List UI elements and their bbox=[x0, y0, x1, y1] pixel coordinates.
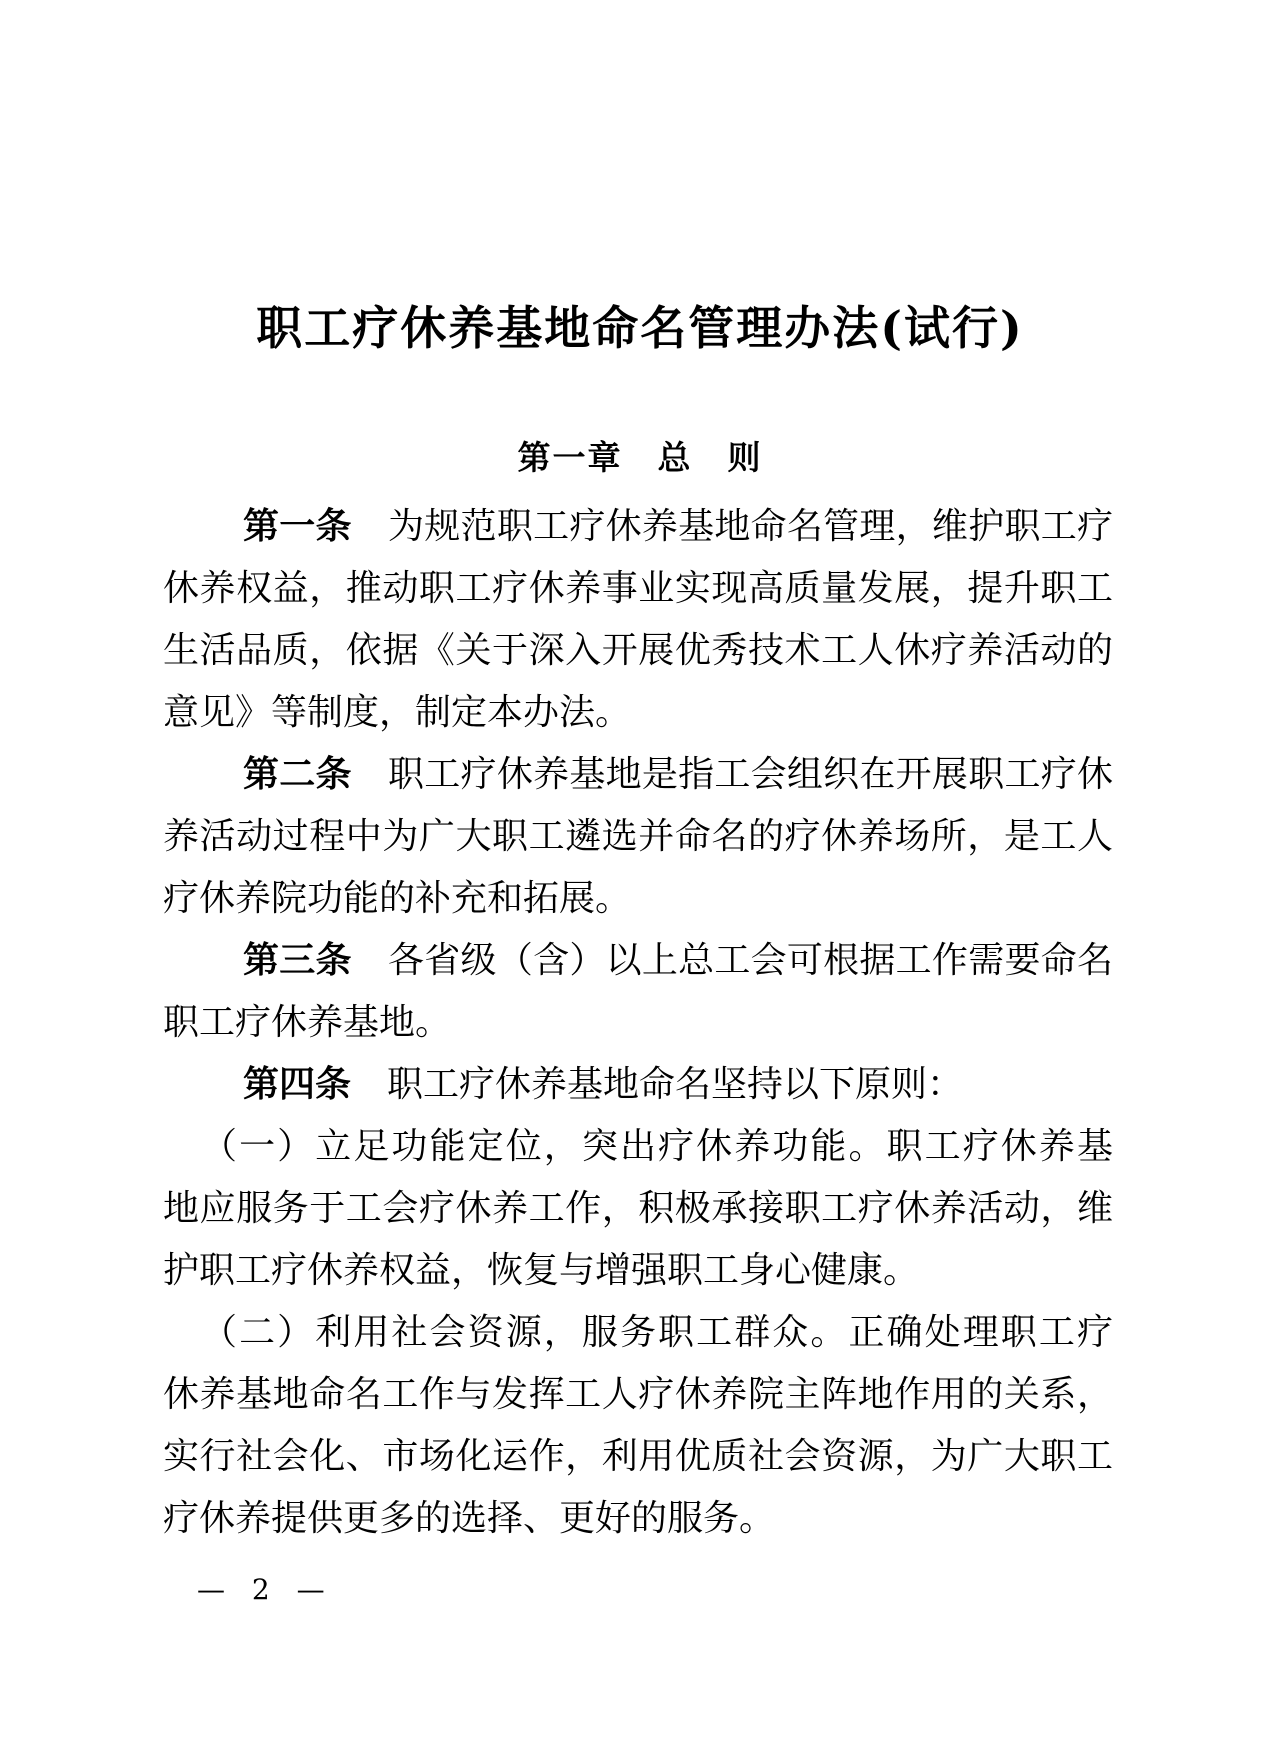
line-text: 休养基地命名工作与发挥工人疗休养院主阵地作用的关系， bbox=[163, 1374, 1113, 1415]
line-text: （一）立足功能定位，突出疗休养功能。职工疗休养基 bbox=[201, 1126, 1113, 1167]
article-label: 第三条 bbox=[243, 940, 352, 981]
line-text: 实行社会化、市场化运作，利用优质社会资源，为广大职工 bbox=[163, 1436, 1113, 1477]
line-text: 护职工疗休养权益，恢复与增强职工身心健康。 bbox=[163, 1250, 920, 1291]
line-text: 疗休养提供更多的选择、更好的服务。 bbox=[163, 1498, 776, 1539]
line-text: （二）利用社会资源，服务职工群众。正确处理职工疗 bbox=[201, 1312, 1113, 1353]
body-line bbox=[163, 744, 1113, 806]
body-line bbox=[163, 682, 1113, 744]
line-text: 疗休养院功能的补充和拓展。 bbox=[163, 878, 632, 919]
body-line bbox=[163, 620, 1113, 682]
body-line bbox=[163, 1302, 1113, 1364]
document-body bbox=[163, 496, 1113, 1550]
body-line bbox=[163, 1240, 1113, 1302]
article-label: 第一条 bbox=[243, 506, 352, 547]
line-text: 养活动过程中为广大职工遴选并命名的疗休养场所，是工人 bbox=[163, 816, 1113, 857]
body-line bbox=[163, 558, 1113, 620]
body-line bbox=[163, 496, 1113, 558]
line-text: 职工疗休养基地。 bbox=[163, 1002, 452, 1043]
article-label: 第四条 bbox=[243, 1064, 352, 1105]
line-text: 各省级（含）以上总工会可根据工作需要命名 bbox=[351, 940, 1113, 981]
body-line bbox=[163, 806, 1113, 868]
body-line bbox=[163, 1364, 1113, 1426]
body-line bbox=[163, 992, 1113, 1054]
body-line bbox=[163, 930, 1113, 992]
line-text: 为规范职工疗休养基地命名管理，维护职工疗 bbox=[351, 506, 1113, 547]
body-line bbox=[163, 868, 1113, 930]
line-text: 职工疗休养基地命名坚持以下原则： bbox=[351, 1064, 964, 1105]
page-footer bbox=[197, 1570, 325, 1610]
body-line bbox=[163, 1426, 1113, 1488]
chapter-heading: 第一章 总 则 bbox=[517, 438, 763, 477]
article-label: 第二条 bbox=[243, 754, 352, 795]
body-line bbox=[163, 1488, 1113, 1550]
body-line bbox=[163, 1054, 1113, 1116]
body-line bbox=[163, 1178, 1113, 1240]
line-text: 职工疗休养基地是指工会组织在开展职工疗休 bbox=[351, 754, 1113, 795]
line-text: 休养权益，推动职工疗休养事业实现高质量发展，提升职工 bbox=[163, 568, 1113, 609]
page-title: 职工疗休养基地命名管理办法(试行) bbox=[256, 301, 1024, 355]
line-text: 生活品质，依据《关于深入开展优秀技术工人休疗养活动的 bbox=[163, 630, 1113, 671]
body-line bbox=[163, 1116, 1113, 1178]
line-text: 地应服务于工会疗休养工作，积极承接职工疗休养活动，维 bbox=[163, 1188, 1113, 1229]
line-text: 意见》等制度，制定本办法。 bbox=[163, 692, 632, 733]
footer-dash-right: — bbox=[296, 1573, 325, 1606]
page-number: 2 bbox=[251, 1573, 270, 1606]
footer-dash-left: — bbox=[197, 1573, 225, 1606]
